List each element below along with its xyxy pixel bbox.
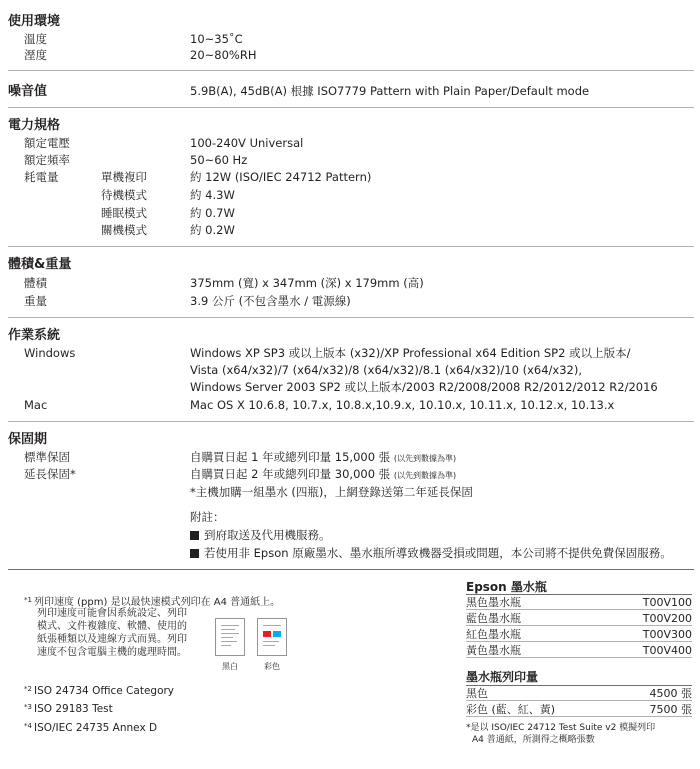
ink-row: 黃色墨水瓶 T00V400 (466, 644, 692, 657)
section-title-warranty: 保固期 (8, 432, 48, 447)
section-title-power: 電力規格 (8, 118, 61, 133)
volume-value: 375mm (寬) x 347mm (深) x 179mm (高) (190, 276, 424, 290)
humidity-value: 20~80%RH (190, 48, 257, 62)
windows-label: Windows (24, 346, 76, 360)
color-caption: 彩色 (264, 662, 280, 671)
mode-copy-label: 單機複印 (101, 170, 147, 184)
ink-bottle-title: Epson 墨水瓶 (466, 580, 547, 594)
section-title-noise: 噪音值 (8, 84, 48, 99)
note-item: 若使用非 Epson 原廠墨水、墨水瓶所導致機器受損或問題，本公司將不提供免費保固服務。 (190, 546, 672, 561)
yield-row: 黑色 4500 張 (466, 687, 692, 700)
weight-value: 3.9 公斤 (不包含墨水 / 電源線) (190, 294, 351, 308)
volume-label: 體積 (24, 276, 47, 290)
temperature-value: 10~35˚C (190, 32, 243, 46)
rated-frequency-label: 額定頻率 (24, 153, 70, 167)
temperature-label: 溫度 (24, 32, 47, 46)
extended-warranty-note: *主機加購一組墨水 (四瓶)，上網登錄送第二年延長保固 (190, 485, 473, 499)
yield-note: A4 普通紙，所測得之概略張數 (472, 735, 595, 745)
mode-standby-label: 待機模式 (101, 188, 147, 202)
humidity-label: 溼度 (24, 48, 47, 62)
extended-warranty-label: 延長保固* (24, 467, 76, 481)
footnote-1: $^{*1}$ 列印速度 (ppm) 是以最快速模式列印在 A4 普通紙上。 (24, 596, 281, 608)
standard-warranty-value: 自購買日起 1 年或總列印量 15,000 張 (以先到數據為準) (190, 450, 457, 464)
windows-line: Windows Server 2003 SP2 或以上版本/2003 R2/2008/2008 R2/2012/2012 R2/2016 (190, 380, 658, 394)
mode-sleep-value: 約 0.7W (190, 206, 235, 220)
power-consumption-label: 耗電量 (24, 170, 59, 184)
divider (8, 569, 694, 570)
mode-copy-value: 約 12W (ISO/IEC 24712 Pattern) (190, 170, 372, 184)
mono-page-thumbnail (215, 618, 245, 656)
ink-row: 黑色墨水瓶 T00V100 (466, 596, 692, 609)
rated-voltage-label: 額定電壓 (24, 136, 70, 150)
divider (8, 70, 694, 71)
mode-off-label: 關機模式 (101, 223, 147, 237)
note-item: 到府取送及代用機服務。 (190, 528, 331, 543)
windows-line: Vista (x64/x32)/7 (x64/x32)/8 (x64/x32)/8.1 (x64/x32)/10 (x64/x32), (190, 363, 582, 377)
mode-off-value: 約 0.2W (190, 223, 235, 237)
section-title-environment: 使用環境 (8, 14, 61, 29)
divider (8, 317, 694, 318)
color-page-thumbnail (257, 618, 287, 656)
ink-yield-title: 墨水瓶列印量 (466, 670, 539, 684)
divider (8, 246, 694, 247)
rated-frequency-value: 50~60 Hz (190, 153, 248, 167)
ink-row: 藍色墨水瓶 T00V200 (466, 612, 692, 625)
bullet-square-icon (190, 531, 199, 540)
mono-caption: 黑白 (222, 662, 238, 671)
extended-warranty-value: 自購買日起 2 年或總列印量 30,000 張 (以先到數據為準) (190, 467, 457, 481)
footnote-4: $^{*4}$ ISO/IEC 24735 Annex D (24, 722, 158, 734)
footnote-2: $^{*2}$ ISO 24734 Office Category (24, 685, 175, 697)
yield-row: 彩色 (藍、紅、黃) 7500 張 (466, 703, 692, 716)
footnote-3: $^{*3}$ ISO 29183 Test (24, 703, 113, 715)
noise-value: 5.9B(A), 45dB(A) 根據 ISO7779 Pattern with Plain Paper/Default mode (190, 84, 590, 98)
mac-label: Mac (24, 398, 48, 412)
footnote-1-line: 速度不包含電腦主機的處理時間。 (37, 647, 187, 658)
section-title-os: 作業系統 (8, 328, 61, 343)
divider (8, 107, 694, 108)
section-title-size: 體積&重量 (8, 257, 72, 272)
weight-label: 重量 (24, 294, 47, 308)
ink-row: 紅色墨水瓶 T00V300 (466, 628, 692, 641)
standard-warranty-label: 標準保固 (24, 450, 70, 464)
footnote-1-line: 列印速度可能會因系統設定、列印 (37, 608, 187, 619)
bullet-square-icon (190, 549, 199, 558)
footnote-1-line: 紙張種類以及連線方式而異。列印 (37, 634, 187, 645)
mode-standby-value: 約 4.3W (190, 188, 235, 202)
windows-line: Windows XP SP3 或以上版本 (x32)/XP Professional x64 Edition SP2 或以上版本/ (190, 346, 631, 360)
divider (8, 421, 694, 422)
mac-value: Mac OS X 10.6.8, 10.7.x, 10.8.x,10.9.x, 10.10.x, 10.11.x, 10.12.x, 10.13.x (190, 398, 615, 412)
notes-title: 附註： (190, 510, 225, 524)
footnote-1-line: 模式、文件複雜度、軟體、使用的 (37, 621, 187, 632)
mode-sleep-label: 睡眠模式 (101, 206, 147, 220)
yield-note: *是以 ISO/IEC 24712 Test Suite v2 模擬列印 (466, 723, 656, 733)
rated-voltage-value: 100-240V Universal (190, 136, 304, 150)
